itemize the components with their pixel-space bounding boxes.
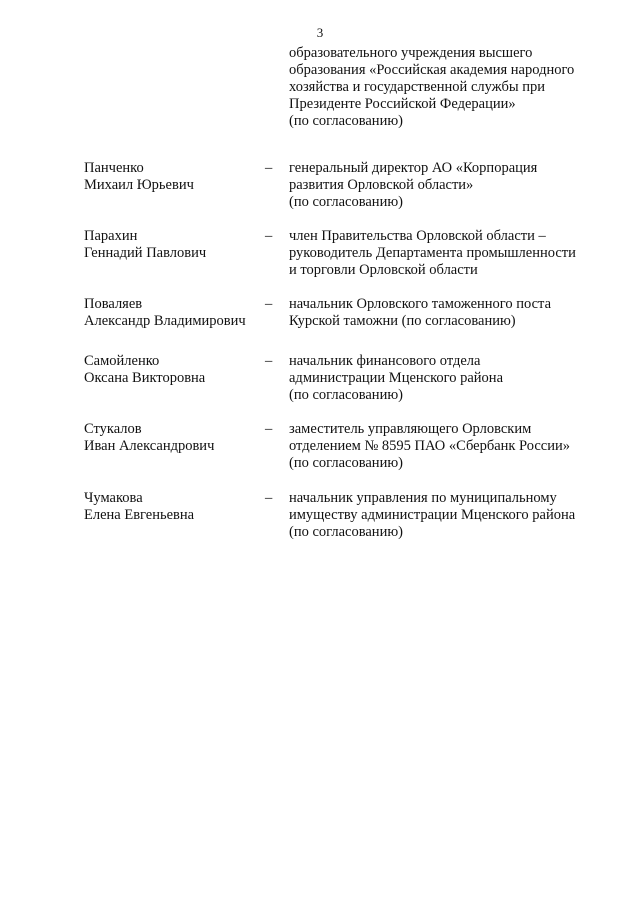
member-given-names: Геннадий Павлович bbox=[84, 245, 207, 261]
dash-separator: – bbox=[265, 421, 273, 437]
dash-separator: – bbox=[265, 296, 273, 312]
position-line: начальник финансового отдела bbox=[289, 353, 481, 369]
member-surname: Парахин bbox=[84, 228, 138, 244]
position-line: заместитель управляющего Орловским bbox=[289, 421, 532, 437]
position-line: (по согласованию) bbox=[289, 455, 403, 471]
continuation-line: (по согласованию) bbox=[289, 113, 403, 129]
position-line: член Правительства Орловской области – bbox=[289, 228, 546, 244]
member-position bbox=[289, 421, 609, 472]
member-surname: Чумакова bbox=[84, 490, 143, 506]
dash-separator: – bbox=[265, 353, 273, 369]
member-name bbox=[84, 228, 264, 262]
member-name bbox=[84, 353, 264, 387]
continuation-line: Президенте Российской Федерации» bbox=[289, 96, 516, 112]
position-line: администрации Мценского района bbox=[289, 370, 504, 386]
dash-separator: – bbox=[265, 490, 273, 506]
member-surname: Самойленко bbox=[84, 353, 160, 369]
member-name bbox=[84, 490, 264, 524]
position-line: развития Орловской области» bbox=[289, 177, 474, 193]
position-line: начальник управления по муниципальному bbox=[289, 490, 557, 506]
continuation-line: хозяйства и государственной службы при bbox=[289, 79, 546, 95]
position-line: начальник Орловского таможенного поста bbox=[289, 296, 552, 312]
member-name bbox=[84, 160, 264, 194]
member-position bbox=[289, 490, 609, 541]
position-line: генеральный директор АО «Корпорация bbox=[289, 160, 538, 176]
position-line: (по согласованию) bbox=[289, 387, 403, 403]
dash-separator: – bbox=[265, 160, 273, 176]
position-line: Курской таможни (по согласованию) bbox=[289, 313, 516, 329]
position-line: руководитель Департамента промышленности bbox=[289, 245, 576, 261]
position-line: (по согласованию) bbox=[289, 194, 403, 210]
member-given-names: Александр Владимирович bbox=[84, 313, 246, 329]
position-line: отделением № 8595 ПАО «Сбербанк России» bbox=[289, 438, 571, 454]
member-position bbox=[289, 353, 609, 404]
member-surname: Стукалов bbox=[84, 421, 142, 437]
position-line: имуществу администрации Мценского района bbox=[289, 507, 576, 523]
member-given-names: Михаил Юрьевич bbox=[84, 177, 194, 193]
member-given-names: Оксана Викторовна bbox=[84, 370, 206, 386]
position-line: и торговли Орловской области bbox=[289, 262, 478, 278]
continuation-line: образования «Российская академия народного bbox=[289, 62, 575, 78]
member-surname: Поваляев bbox=[84, 296, 143, 312]
continuation-line: образовательного учреждения высшего bbox=[289, 45, 533, 61]
member-surname: Панченко bbox=[84, 160, 144, 176]
member-given-names: Иван Александрович bbox=[84, 438, 215, 454]
page-number: 3 bbox=[316, 25, 324, 40]
position-line: (по согласованию) bbox=[289, 524, 403, 540]
member-position bbox=[289, 160, 609, 211]
member-position bbox=[289, 228, 609, 279]
dash-separator: – bbox=[265, 228, 273, 244]
previous-entry-continuation bbox=[289, 45, 609, 130]
member-name bbox=[84, 421, 264, 455]
member-given-names: Елена Евгеньевна bbox=[84, 507, 195, 523]
member-position bbox=[289, 296, 609, 330]
member-name bbox=[84, 296, 264, 330]
